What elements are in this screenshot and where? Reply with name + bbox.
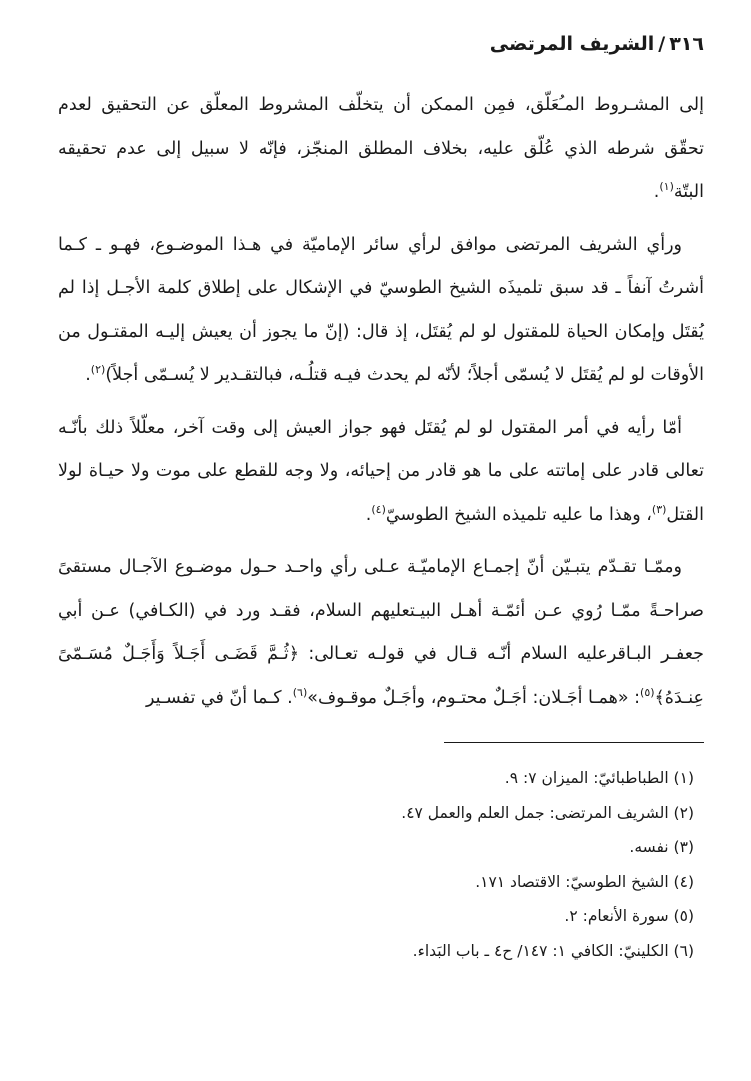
- paragraph-2-text: ورأي الشريف المرتضى موافق لرأي سائر الإماميّة في هـذا الموضـوع، فهـو ـ كـما أشرتُ آنفاً ـ قد سبق تلميذَه الشيخ الطوسيّ في الإشكال على إطلاق كلمة الأجـل إذا لم يُقتَل وإمكان الحياة للمقتول لو لم يُقتَل، إذ قال: (إنّ ما يجوز أن يعيش إليـه المقتـول من الأوقات لو لم يُقتَل لا يُسمّى أجلاً؛ لأنّه لم يحدث فيـه قتلُـه، فبالتقـدير لا يُسـمّى أجلاً): [58, 234, 704, 385]
- paragraph-3-tail: .: [365, 504, 372, 525]
- paragraph-2-tail: .: [85, 365, 91, 385]
- footnote-ref-6[interactable]: (٦): [292, 685, 308, 699]
- paragraph-1-text: إلى المشـروط المـُعَلّق، فمِن الممكن أن يتخلّف المشروط المعلّق عن التحقيق لعدم تحقّق شرطه الذي عُلّق عليه، بخلاف المطلق المنجّز، فإنّه لا سبيل إلى عدم تحقيقه البتّة: [58, 95, 704, 202]
- footnote-ref-4[interactable]: (٤): [371, 502, 386, 516]
- paragraph-4-text-2: : «همـا أجَـلان: أجَـلٌ محتـوم، وأجَـلٌ موقـوف»: [307, 687, 641, 708]
- header-separator: /: [658, 33, 666, 55]
- footnote-ref-3[interactable]: (٣): [651, 502, 667, 516]
- footnote-divider: [444, 742, 704, 743]
- paragraph-3: [58, 407, 704, 538]
- running-header: [58, 26, 704, 62]
- page-number: ٣١٦: [669, 33, 704, 55]
- paragraph-4: [58, 546, 704, 720]
- paragraph-4-text: وممّـا تقـدّم يتبـيّن أنّ إجمـاع الإماميّـة عـلى رأي واحـد حـول موضـوع الآجـال مستقىً صراحـةً ممّـا رُوي عـن أئمّـة أهـل البيـتعليهم السلام، فقـد ورد في (الكـافي) عـن أبي جعفـر البـاقرعليه السلام أنّـه قـال في قولـه تعـالى: ﴿ثُـمَّ قَضَـى أَجَـلاً وَأَجَـلٌ مُسَـمّىً عِنـدَهُ﴾: [58, 557, 704, 708]
- footnote-6: (٦) الكلينيّ: الكافي ١: ١٤٧/ ح٤ ـ باب البَداء.: [412, 941, 694, 960]
- main-text: [58, 84, 704, 720]
- paragraph-4-tail: . كـما أنّ في تفسـير: [145, 687, 293, 708]
- paragraph-3-text-2: ، وهذا ما عليه تلميذه الشيخ الطوسيّ: [385, 504, 652, 525]
- paragraph-1: [58, 84, 704, 215]
- paragraph-1-tail: .: [653, 182, 660, 202]
- book-page: [58, 26, 704, 1056]
- paragraph-2: [58, 224, 704, 398]
- footnote-ref-2[interactable]: (٢): [90, 363, 106, 377]
- paragraph-3-text: أمّا رأيه في أمر المقتول لو لم يُقتَل فهو جواز العيش إلى وقت آخر، معلّلاً ذلك بأنّـه تعالى قادر على إماتته على ما هو قادر من إحيائه، ولا وجه للقطع على موت ولا حيـاة لولا القتل: [58, 417, 704, 525]
- footnote-1: (١) الطباطبائيّ: الميزان ٧: ٩.: [504, 769, 694, 787]
- book-title: الشريف المرتضى: [489, 33, 655, 55]
- footnote-2: (٢) الشريف المرتضى: جمل العلم والعمل ٤٧.: [401, 803, 694, 822]
- footnote-ref-5[interactable]: (٥): [640, 685, 655, 699]
- footnote-ref-1[interactable]: (١): [659, 180, 674, 194]
- footnotes: [58, 761, 704, 969]
- footnote-4: (٤) الشيخ الطوسيّ: الاقتصاد ١٧١.: [475, 872, 694, 891]
- footnote-3: (٣) نفسه.: [629, 838, 694, 857]
- footnote-5: (٥) سورة الأنعام: ٢.: [564, 907, 694, 926]
